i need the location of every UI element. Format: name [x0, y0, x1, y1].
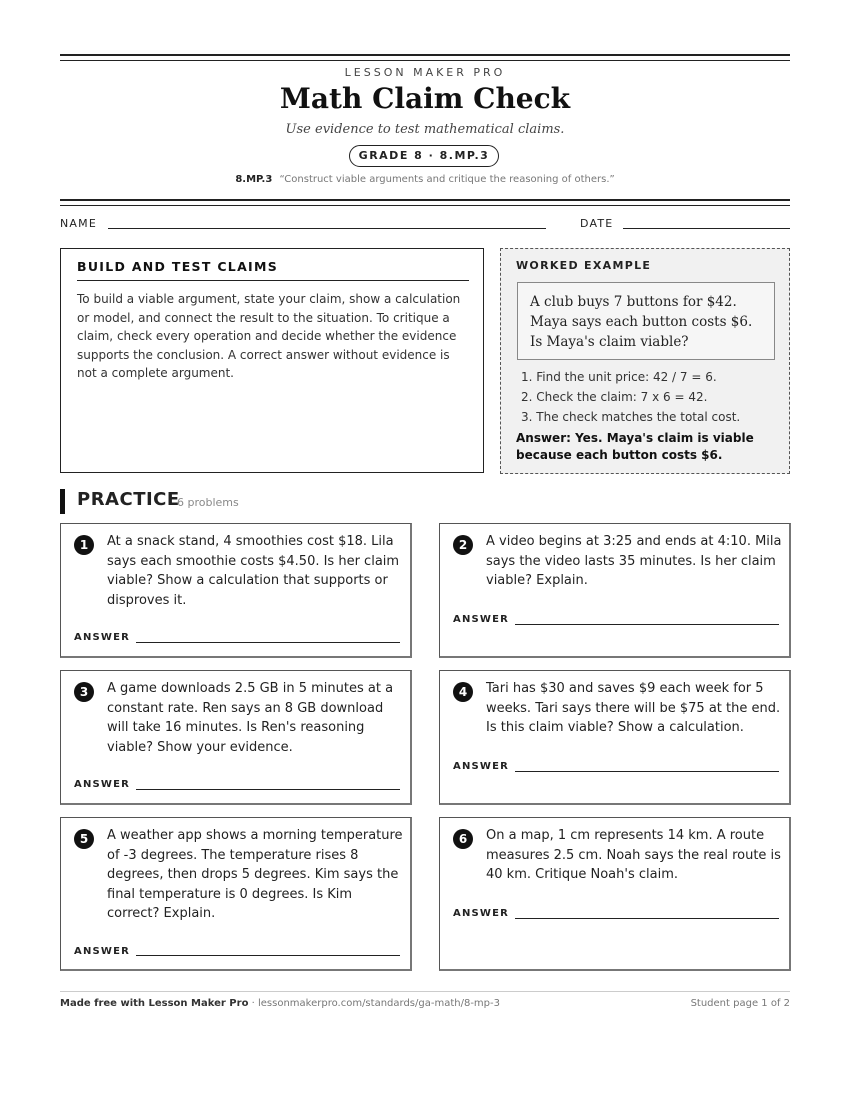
problem-number: 2 [453, 535, 473, 555]
answer-field-2[interactable] [515, 624, 779, 625]
problem-text: A weather app shows a morning temperature of -3 degrees. The temperature rises 8 degrees, then drops 5 degrees. Kim says the final temperature is 0 degrees. Is Kim correct? Explain. [107, 828, 403, 921]
intro-body: To build a viable argument, state your claim, show a calculation or model, and connect the result to the situation. To critique a claim, check every operation and decide whether the evidence supports the conclusion. A correct answer without evidence is not a complete argument. [77, 292, 461, 380]
problem-number: 5 [74, 829, 94, 849]
problem-number: 4 [453, 682, 473, 702]
worked-example-answer: Answer: Yes. Maya's claim is viable because each button costs $6. [516, 431, 754, 462]
standard-text: “Construct viable arguments and critique the reasoning of others.” [279, 174, 615, 185]
problem-number: 6 [453, 829, 473, 849]
grade-badge: GRADE 8 · 8.MP.3 [349, 145, 499, 167]
intro-heading: BUILD AND TEST CLAIMS [77, 259, 469, 281]
worked-example-problem: A club buys 7 buttons for $42. Maya says each button costs $6. Is Maya's claim viable? [517, 282, 775, 360]
worked-example-heading: WORKED EXAMPLE [516, 259, 652, 272]
answer-label: ANSWER [453, 761, 510, 772]
intro-panel [60, 248, 484, 473]
worked-step: 1. Find the unit price: 42 / 7 = 6. [521, 370, 717, 384]
page-title: Math Claim Check [279, 82, 571, 115]
name-label: NAME [60, 217, 97, 230]
problem-number: 1 [74, 535, 94, 555]
footer-page-number: Student page 1 of 2 [690, 998, 790, 1009]
problem-card-2 [439, 523, 791, 658]
problem-number: 3 [74, 682, 94, 702]
date-field[interactable] [623, 228, 790, 229]
answer-field-4[interactable] [515, 771, 779, 772]
problem-card-1 [60, 523, 412, 658]
problem-card-6 [439, 817, 791, 971]
problem-text: At a snack stand, 4 smoothies cost $18. Lila says each smoothie costs $4.50. Is her claim viable? Show a calculation that supports or disproves it. [107, 534, 400, 608]
problem-text: On a map, 1 cm represents 14 km. A route measures 2.5 cm. Noah says the real route is 40 km. Critique Noah's claim. [486, 828, 781, 882]
answer-field-3[interactable] [136, 789, 400, 790]
name-field[interactable] [108, 228, 546, 229]
worked-example-panel [500, 248, 790, 474]
answer-label: ANSWER [453, 908, 510, 919]
problem-text: A video begins at 3:25 and ends at 4:10. Mila says the video lasts 35 minutes. Is her claim viable? Explain. [486, 534, 782, 588]
worked-step: 2. Check the claim: 7 x 6 = 42. [521, 390, 708, 404]
answer-field-6[interactable] [515, 918, 779, 919]
standard-code: 8.MP.3 [235, 174, 273, 185]
answer-field-1[interactable] [136, 642, 400, 643]
answer-label: ANSWER [74, 946, 131, 957]
answer-label: ANSWER [453, 614, 510, 625]
problem-card-5 [60, 817, 412, 971]
header-top-rule [60, 54, 790, 61]
date-label: DATE [580, 217, 614, 230]
footer-made-with: Made free with Lesson Maker Pro [60, 998, 249, 1009]
standard-line [0, 174, 850, 185]
practice-heading: PRACTICE [77, 489, 180, 510]
footer-url: · lessonmakerpro.com/standards/ga-math/8-mp-3 [248, 998, 500, 1009]
problem-text: Tari has $30 and saves $9 each week for 5 weeks. Tari says there will be $75 at the end. Is this claim viable? Show a calculation. [486, 681, 781, 735]
footer-rule [60, 991, 790, 992]
answer-label: ANSWER [74, 632, 131, 643]
answer-field-5[interactable] [136, 955, 400, 956]
problem-card-3 [60, 670, 412, 805]
practice-accent-bar [60, 489, 65, 514]
page-subtitle: Use evidence to test mathematical claims. [285, 122, 565, 137]
problem-card-4 [439, 670, 791, 805]
footer-credit [60, 998, 500, 1009]
worked-example-steps [521, 367, 740, 427]
brand-name: LESSON MAKER PRO [344, 66, 506, 79]
practice-count: 6 problems [177, 496, 239, 509]
header-bottom-rule [60, 199, 790, 206]
answer-label: ANSWER [74, 779, 131, 790]
problem-text: A game downloads 2.5 GB in 5 minutes at a constant rate. Ren says an 8 GB download will take 16 minutes. Is Ren's reasoning viable? Show your evidence. [107, 681, 394, 755]
worked-step: 3. The check matches the total cost. [521, 410, 741, 424]
